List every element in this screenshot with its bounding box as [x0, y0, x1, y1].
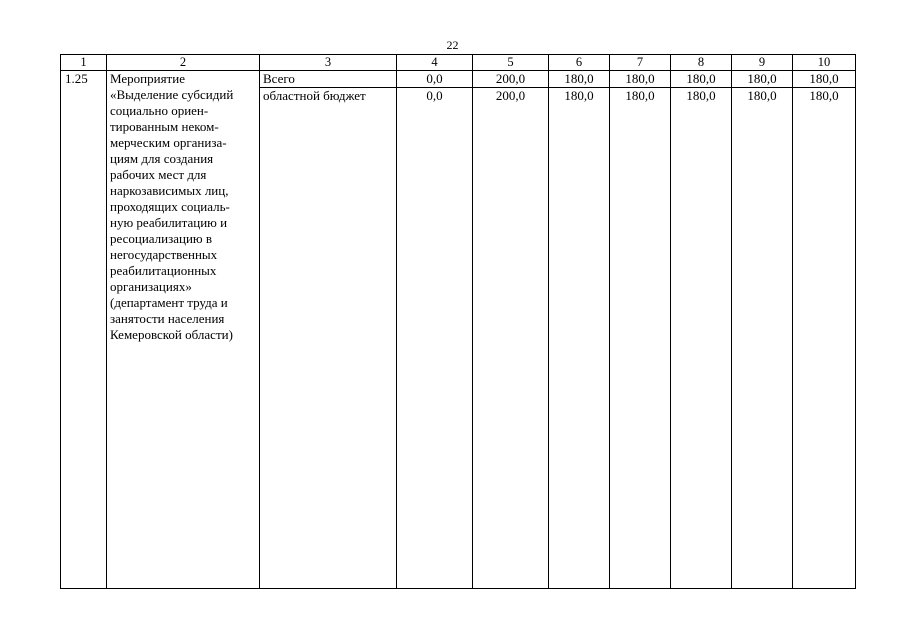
activity-description: [107, 71, 260, 589]
activity-line: Кемеровской области): [110, 327, 233, 342]
value-cell: 180,0: [671, 71, 732, 88]
page-number: 22: [446, 38, 459, 52]
activity-line: ресоциализацию в: [110, 231, 213, 246]
header-cell: 2: [107, 55, 260, 71]
header-cell: 5: [473, 55, 549, 71]
value-cell: 180,0: [610, 88, 671, 589]
value-cell: 180,0: [549, 71, 610, 88]
value-cell: 0,0: [397, 71, 473, 88]
value-cell: 180,0: [610, 71, 671, 88]
activity-line: негосударственных: [110, 247, 218, 262]
activity-line: (департамент труда и: [110, 295, 228, 310]
activity-line: реабилитационных: [110, 263, 217, 278]
activity-line: рабочих мест для: [110, 167, 207, 182]
funding-source: Всего: [260, 71, 397, 88]
table-row-total: [61, 71, 856, 88]
activity-line: ную реабилитацию и: [110, 215, 228, 230]
value-cell: 180,0: [793, 71, 856, 88]
header-cell: 4: [397, 55, 473, 71]
value-cell: 180,0: [732, 88, 793, 589]
activity-line: организациях»: [110, 279, 192, 294]
activity-line: социально ориен-: [110, 103, 209, 118]
activity-line: циям для создания: [110, 151, 214, 166]
activity-line: занятости населения: [110, 311, 225, 326]
header-cell: 1: [61, 55, 107, 71]
activity-line: Мероприятие: [110, 71, 185, 86]
activity-line: мерческим организа-: [110, 135, 227, 150]
header-cell: 6: [549, 55, 610, 71]
value-cell: 180,0: [671, 88, 732, 589]
header-cell: 8: [671, 55, 732, 71]
funding-source: областной бюджет: [260, 88, 397, 589]
value-cell: 180,0: [549, 88, 610, 589]
value-cell: 200,0: [473, 71, 549, 88]
activity-line: «Выделение субсидий: [110, 87, 234, 102]
value-cell: 200,0: [473, 88, 549, 589]
value-cell: 180,0: [793, 88, 856, 589]
header-cell: 10: [793, 55, 856, 71]
header-cell: 7: [610, 55, 671, 71]
header-cell: 9: [732, 55, 793, 71]
value-cell: 180,0: [732, 71, 793, 88]
row-number: 1.25: [61, 71, 107, 589]
header-row: [61, 55, 856, 71]
activity-line: наркозависимых лиц,: [110, 183, 229, 198]
activity-line: тированным неком-: [110, 119, 219, 134]
header-cell: 3: [260, 55, 397, 71]
activity-line: проходящих социаль-: [110, 199, 230, 214]
budget-table: [60, 54, 856, 589]
value-cell: 0,0: [397, 88, 473, 589]
